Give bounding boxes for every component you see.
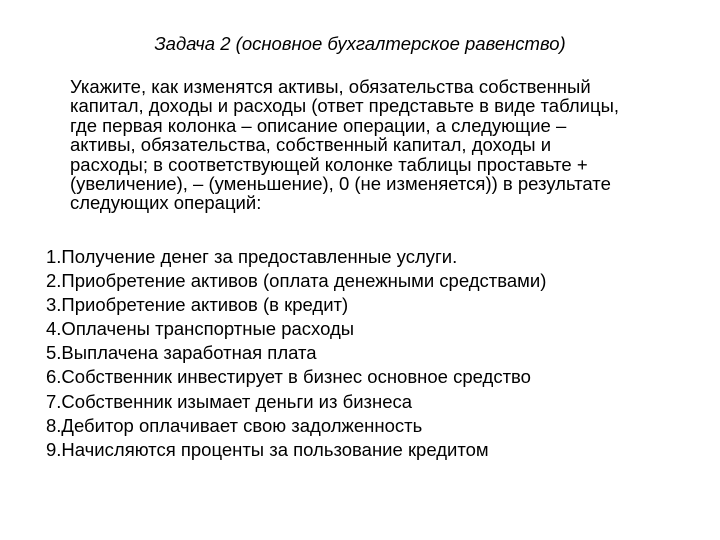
operation-item: 9.Начисляются проценты за пользование кредитом — [46, 438, 489, 460]
instructions-line: активы, обязательства, собственный капитал, доходы и — [70, 134, 552, 156]
instructions-line: расходы; в соответствующей колонке таблицы проставьте + — [70, 153, 588, 175]
task-instructions — [70, 77, 710, 213]
operation-item: 4.Оплачены транспортные расходы — [46, 318, 355, 340]
instructions-line: Укажите, как изменятся активы, обязательства собственный — [70, 76, 591, 97]
instructions-line: где первая колонка – описание операции, а следующие – — [70, 114, 567, 136]
slide-title: Задача 2 (основное бухгалтерское равенство) — [154, 33, 566, 54]
instructions-line: следующих операций: — [70, 192, 262, 214]
operations-list — [46, 245, 546, 462]
instructions-line: (увеличение), – (уменьшение), 0 (не изменяется)) в результате — [70, 173, 611, 195]
instructions-line: капитал, доходы и расходы (ответ представьте в виде таблицы, — [70, 95, 620, 117]
operation-item: 6.Собственник инвестирует в бизнес основное средство — [46, 366, 531, 388]
operation-item: 2.Приобретение активов (оплата денежными средствами) — [46, 270, 547, 292]
operation-item: 7.Собственник изымает деньги из бизнеса — [46, 390, 413, 412]
operation-item: 1.Получение денег за предоставленные услуги. — [46, 246, 458, 267]
operation-item: 8.Дебитор оплачивает свою задолженность — [46, 414, 423, 436]
operation-item: 3.Приобретение активов (в кредит) — [46, 294, 349, 316]
operation-item: 5.Выплачена заработная плата — [46, 342, 317, 364]
